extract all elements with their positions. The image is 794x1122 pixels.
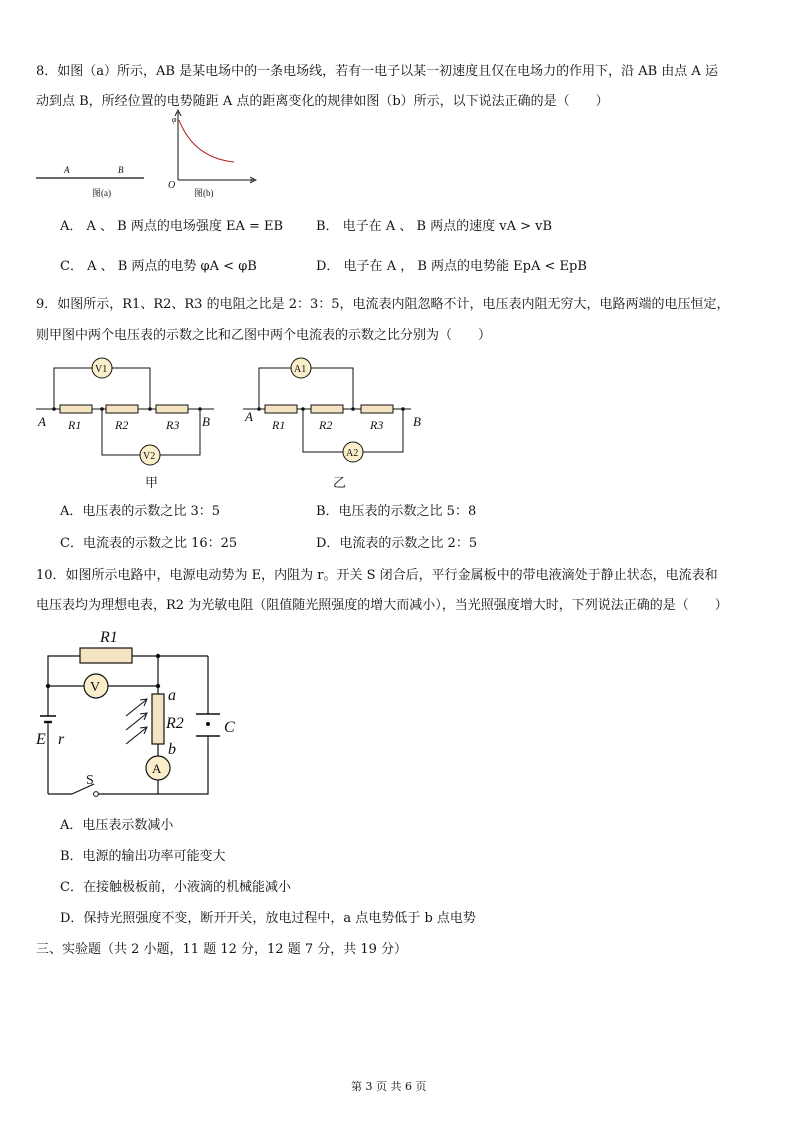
- q10-label-a: a: [168, 687, 176, 704]
- q10-label-c: C: [224, 719, 235, 736]
- yi-r3: R3: [370, 418, 384, 432]
- q9-option-a: A．电压表的示数之比 3：5: [60, 504, 221, 519]
- q10-option-d: D．保持光照强度不变，断开开关，放电过程中，a 点电势低于 b 点电势: [60, 911, 476, 926]
- jia-r1: R1: [68, 418, 82, 432]
- q10-label-r1: R1: [100, 629, 118, 646]
- jia-m2: V2: [143, 451, 156, 462]
- jia-terminal-b: B: [202, 414, 210, 429]
- q9-option-b: B．电压表的示数之比 5：8: [316, 504, 477, 519]
- q8-option-a: A． A 、 B 两点的电场强度 EA = EB: [60, 219, 284, 234]
- q10-option-b: B．电源的输出功率可能变大: [60, 849, 226, 864]
- q9-stem-line1: 9．如图所示，R1、R2、R3 的电阻之比是 2：3：5，电流表内阻忽略不计，电压表内阻无穷大，电路两端的电压恒定，: [36, 297, 730, 312]
- q10-stem-line1: 10．如图所示电路中，电源电动势为 E，内阻为 r。开关 S 闭合后，平行金属板中的带电液滴处于静止状态，电流表和: [36, 568, 718, 583]
- fig-b-origin: O: [168, 180, 176, 191]
- page-footer: 第 3 页 共 6 页: [351, 1080, 427, 1093]
- q9-stem-line2: 则甲图中两个电压表的示数之比和乙图中两个电流表的示数之比分别为（ ）: [36, 328, 492, 343]
- q8-option-b: B． 电子在 A 、 B 两点的速度 vA > vB: [316, 219, 553, 234]
- q10-label-b: b: [168, 741, 176, 758]
- fig-b-phi: φ: [172, 115, 177, 124]
- q8-option-c: C． A 、 B 两点的电势 φA < φB: [60, 259, 257, 274]
- jia-terminal-a: A: [38, 414, 46, 429]
- q10-label-v: V: [90, 680, 101, 695]
- q10-label-a-meter: A: [152, 761, 162, 776]
- q10-label-r: r: [58, 731, 65, 748]
- yi-r1: R1: [272, 418, 286, 432]
- yi-caption: 乙: [333, 475, 347, 490]
- q10-option-c: C．在接触极板前，小液滴的机械能减小: [60, 880, 291, 895]
- jia-r2: R2: [115, 418, 129, 432]
- q8-stem-line1: 8．如图（a）所示，AB 是某电场中的一条电场线，若有一电子以某一初速度且仅在电场力的作用下，沿 AB 由点 A 运: [36, 64, 718, 79]
- q10-stem-line2: 电压表均为理想电表，R2 为光敏电阻（阻值随光照强度的增大而减小），当光照强度增大时，下列说法正确的是（ ）: [36, 598, 728, 613]
- jia-m1: V1: [95, 364, 108, 375]
- q10-option-a: A．电压表示数减小: [60, 818, 174, 833]
- jia-r3: R3: [166, 418, 180, 432]
- jia-caption: 甲: [145, 475, 159, 490]
- yi-r2: R2: [319, 418, 333, 432]
- q8-option-d: D． 电子在 A ， B 两点的电势能 EpA < EpB: [316, 259, 587, 274]
- q9-circuit-yi: [243, 355, 433, 495]
- fig-a-label-B: B: [118, 165, 124, 175]
- q10-circuit: [36, 620, 256, 806]
- q9-circuit-jia: [36, 355, 226, 495]
- q10-label-e: E: [36, 731, 46, 748]
- q8-figure-b: [166, 108, 266, 200]
- section-3-heading: 三、实验题（共 2 小题，11 题 12 分，12 题 7 分，共 19 分）: [36, 942, 408, 957]
- fig-b-x: x: [250, 176, 254, 184]
- q8-figure-a: [36, 160, 146, 200]
- yi-terminal-a: A: [245, 409, 253, 424]
- q8-stem-line2: 动到点 B，所经位置的电势随距 A 点的距离变化的规律如图（b）所示，以下说法正确的是（ ）: [36, 94, 609, 109]
- q9-option-d: D．电流表的示数之比 2：5: [316, 536, 478, 551]
- q10-label-s: S: [86, 773, 94, 788]
- yi-terminal-b: B: [413, 414, 421, 429]
- q9-option-c: C．电流表的示数之比 16：25: [60, 536, 238, 551]
- yi-m1: A1: [294, 364, 307, 375]
- yi-m2: A2: [346, 448, 359, 459]
- q10-label-r2: R2: [166, 715, 184, 732]
- fig-b-caption: 图(b): [194, 188, 214, 198]
- fig-a-label-A: A: [64, 165, 70, 175]
- fig-a-caption: 图(a): [92, 188, 111, 198]
